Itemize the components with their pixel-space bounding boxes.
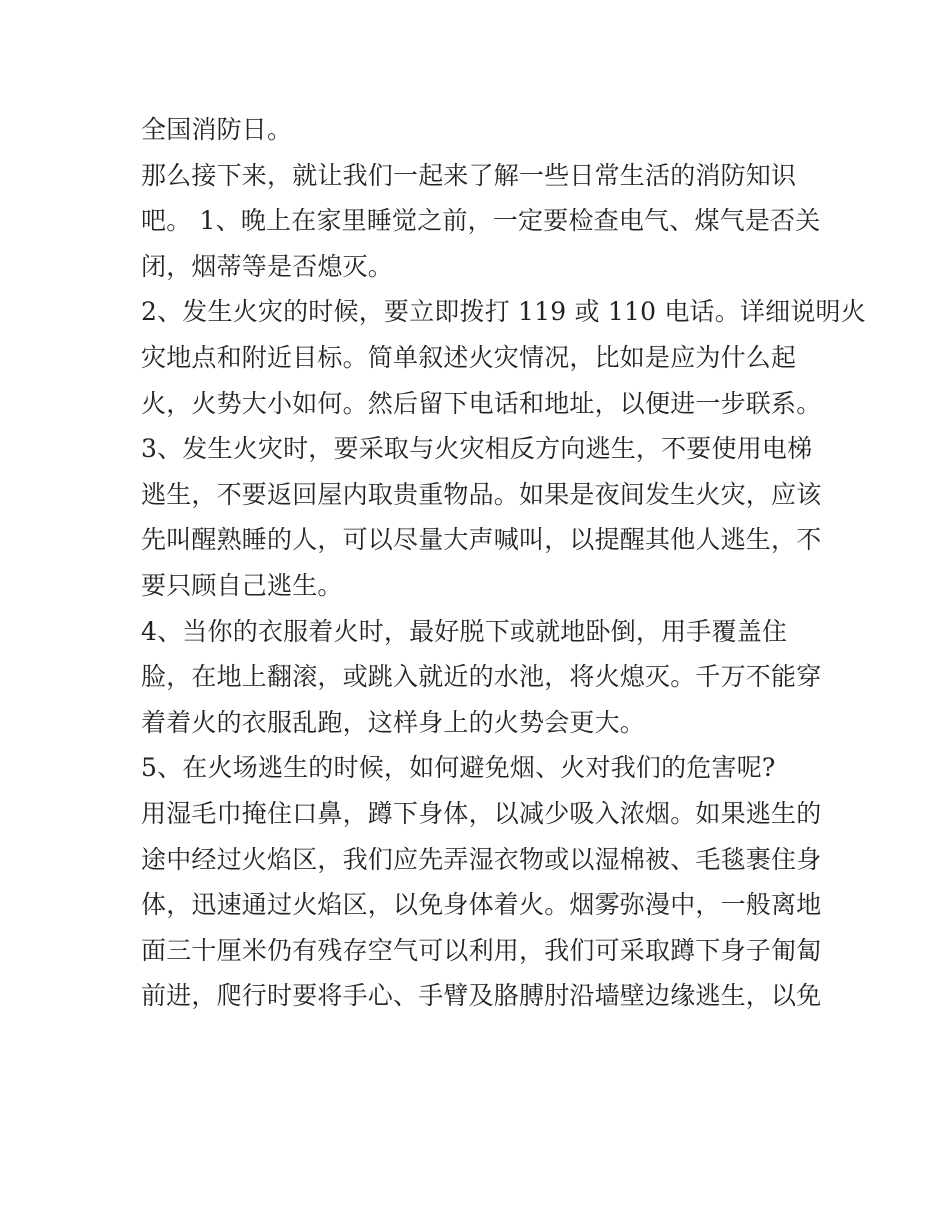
text-line: 火，火势大小如何。然后留下电话和地址，以便进一步联系。 (141, 388, 822, 418)
text-line: 2、发生火灾的时候，要立即拨打 119 或 110 电话。详细说明火 (141, 297, 866, 327)
text-line: 吧。 1、晚上在家里睡觉之前，一定要检查电气、煤气是否关 (141, 206, 821, 236)
text-line: 那么接下来，就让我们一起来了解一些日常生活的消防知识 (141, 160, 797, 190)
text-line: 脸，在地上翻滚，或跳入就近的水池，将火熄灭。千万不能穿 (141, 662, 822, 692)
text-line: 3、发生火灾时，要采取与火灾相反方向逃生，不要使用电梯 (141, 434, 813, 464)
text-line: 逃生，不要返回屋内取贵重物品。如果是夜间发生火灾，应该 (141, 479, 822, 509)
text-line: 面三十厘米仍有残存空气可以利用，我们可采取蹲下身子匍匐 (141, 935, 822, 965)
text-line: 先叫醒熟睡的人，可以尽量大声喊叫，以提醒其他人逃生，不 (141, 525, 822, 555)
text-line: 4、当你的衣服着火时，最好脱下或就地卧倒，用手覆盖住 (141, 616, 788, 646)
text-line: 前进，爬行时要将手心、手臂及胳膊肘沿墙壁边缘逃生，以免 (141, 981, 822, 1011)
text-line: 途中经过火焰区，我们应先弄湿衣物或以湿棉被、毛毯裹住身 (141, 844, 822, 874)
text-line: 5、在火场逃生的时候，如何避免烟、火对我们的危害呢? (141, 753, 776, 783)
text-line: 着着火的衣服乱跑，这样身上的火势会更大。 (141, 707, 646, 737)
text-line: 闭，烟蒂等是否熄灭。 (141, 251, 394, 281)
text-line: 用湿毛巾掩住口鼻，蹲下身体，以减少吸入浓烟。如果逃生的 (141, 798, 822, 828)
text-line: 灾地点和附近目标。简单叙述火灾情况，比如是应为什么起 (141, 342, 797, 372)
text-line: 体，迅速通过火焰区，以免身体着火。烟雾弥漫中，一般离地 (141, 890, 822, 920)
text-line: 全国消防日。 (141, 115, 293, 144)
text-line: 要只顾自己逃生。 (141, 570, 343, 600)
document-body (141, 107, 866, 1019)
